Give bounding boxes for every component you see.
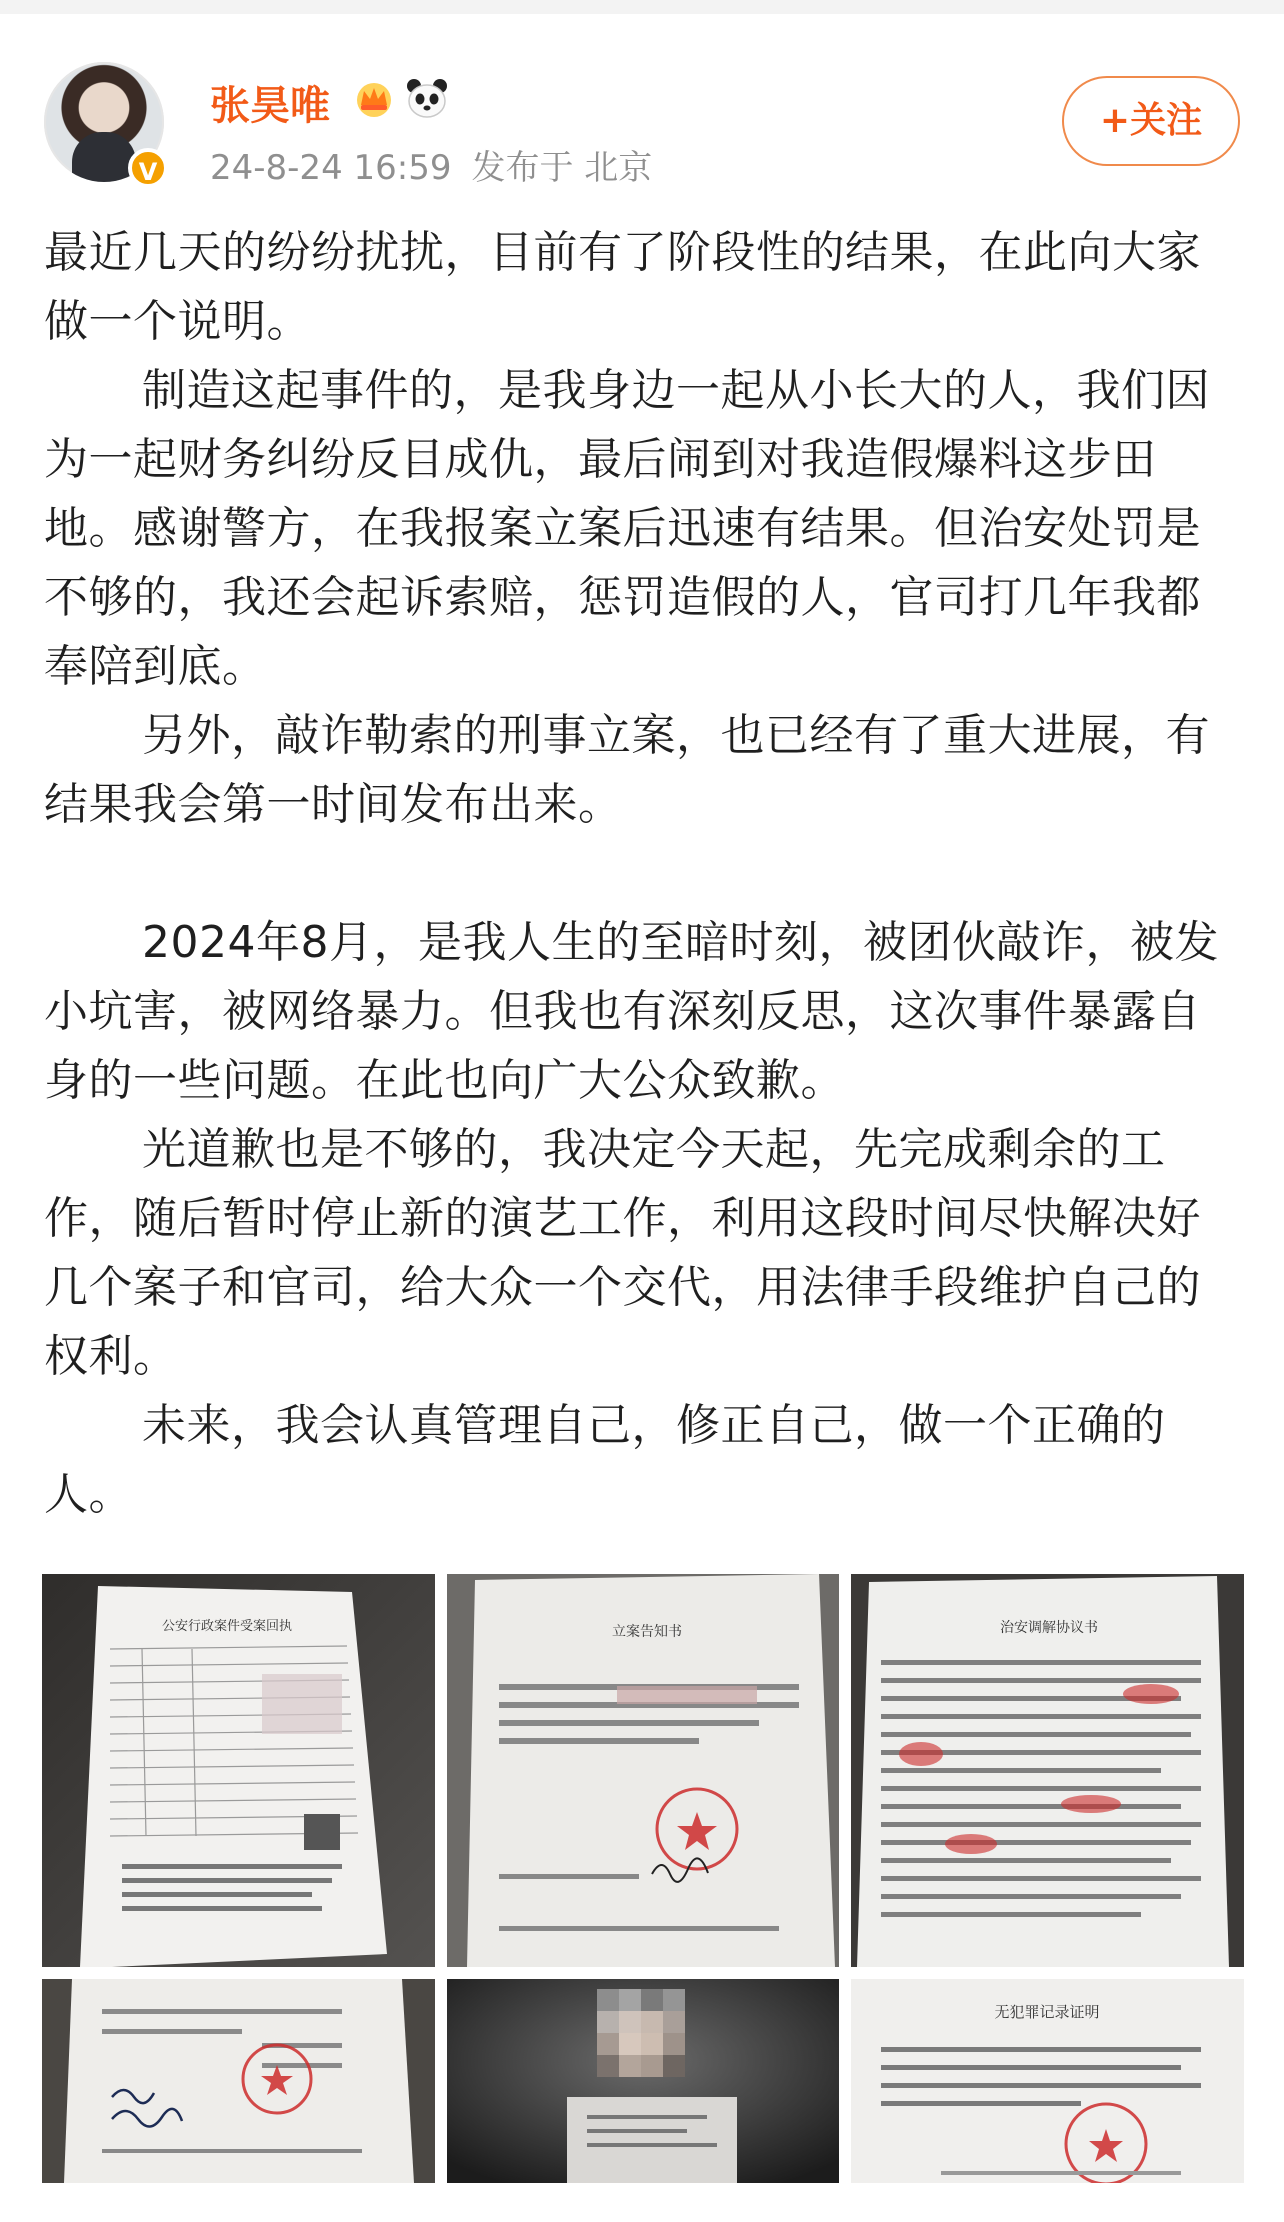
paragraph-gap xyxy=(44,839,1240,908)
user-name[interactable]: 张昊唯 xyxy=(210,83,330,129)
gallery-image-5[interactable] xyxy=(447,1979,839,2183)
document-title: 立案告知书 xyxy=(612,1624,682,1640)
post-location: 发布于 北京 xyxy=(471,148,653,188)
gallery-image-6[interactable] xyxy=(851,1979,1244,2183)
document-title: 治安调解协议书 xyxy=(1000,1620,1098,1636)
post-paragraph: 未来，我会认真管理自己，修正自己，做一个正确的人。 xyxy=(44,1400,1166,1520)
post-timestamp: 24-8-24 16:59 xyxy=(210,148,452,188)
post-header xyxy=(0,14,1284,204)
post-meta xyxy=(210,140,652,189)
post-body xyxy=(44,218,1240,1529)
verified-badge-icon: V xyxy=(128,148,168,188)
gallery-image-4[interactable] xyxy=(42,1979,435,2183)
gallery-image-2[interactable] xyxy=(447,1574,839,1967)
gallery-image-3[interactable] xyxy=(851,1574,1244,1967)
post-paragraph: 制造这起事件的，是我身边一起从小长大的人，我们因为一起财务纠纷反目成仇，最后闹到对我造假爆料这步田地。感谢警方，在我报案立案后迅速有结果。但治安处罚是不够的，我还会起诉索赔，惩罚造假的人，官司打几年我都奉陪到底。 xyxy=(44,365,1210,692)
follow-button[interactable]: +关注 xyxy=(1062,76,1240,166)
post-paragraph: 2024年8月，是我人生的至暗时刻，被团伙敲诈，被发小坑害，被网络暴力。但我也有深刻反思，这次事件暴露自身的一些问题。在此也向广大公众致歉。 xyxy=(44,917,1219,1106)
panda-icon xyxy=(404,76,450,120)
gallery-image-1[interactable] xyxy=(42,1574,435,1967)
post-paragraph: 最近几天的纷纷扰扰，目前有了阶段性的结果，在此向大家做一个说明。 xyxy=(44,227,1201,347)
top-strip xyxy=(0,0,1284,14)
crown-icon xyxy=(352,78,396,118)
post-paragraph: 另外，敲诈勒索的刑事立案，也已经有了重大进展，有结果我会第一时间发布出来。 xyxy=(44,710,1210,830)
document-title: 无犯罪记录证明 xyxy=(994,2003,1100,2021)
post-paragraph: 光道歉也是不够的，我决定今天起，先完成剩余的工作，随后暂时停止新的演艺工作，利用这段时间尽快解决好几个案子和官司，给大众一个交代，用法律手段维护自己的权利。 xyxy=(44,1124,1201,1382)
document-title: 公安行政案件受案回执 xyxy=(161,1619,293,1634)
